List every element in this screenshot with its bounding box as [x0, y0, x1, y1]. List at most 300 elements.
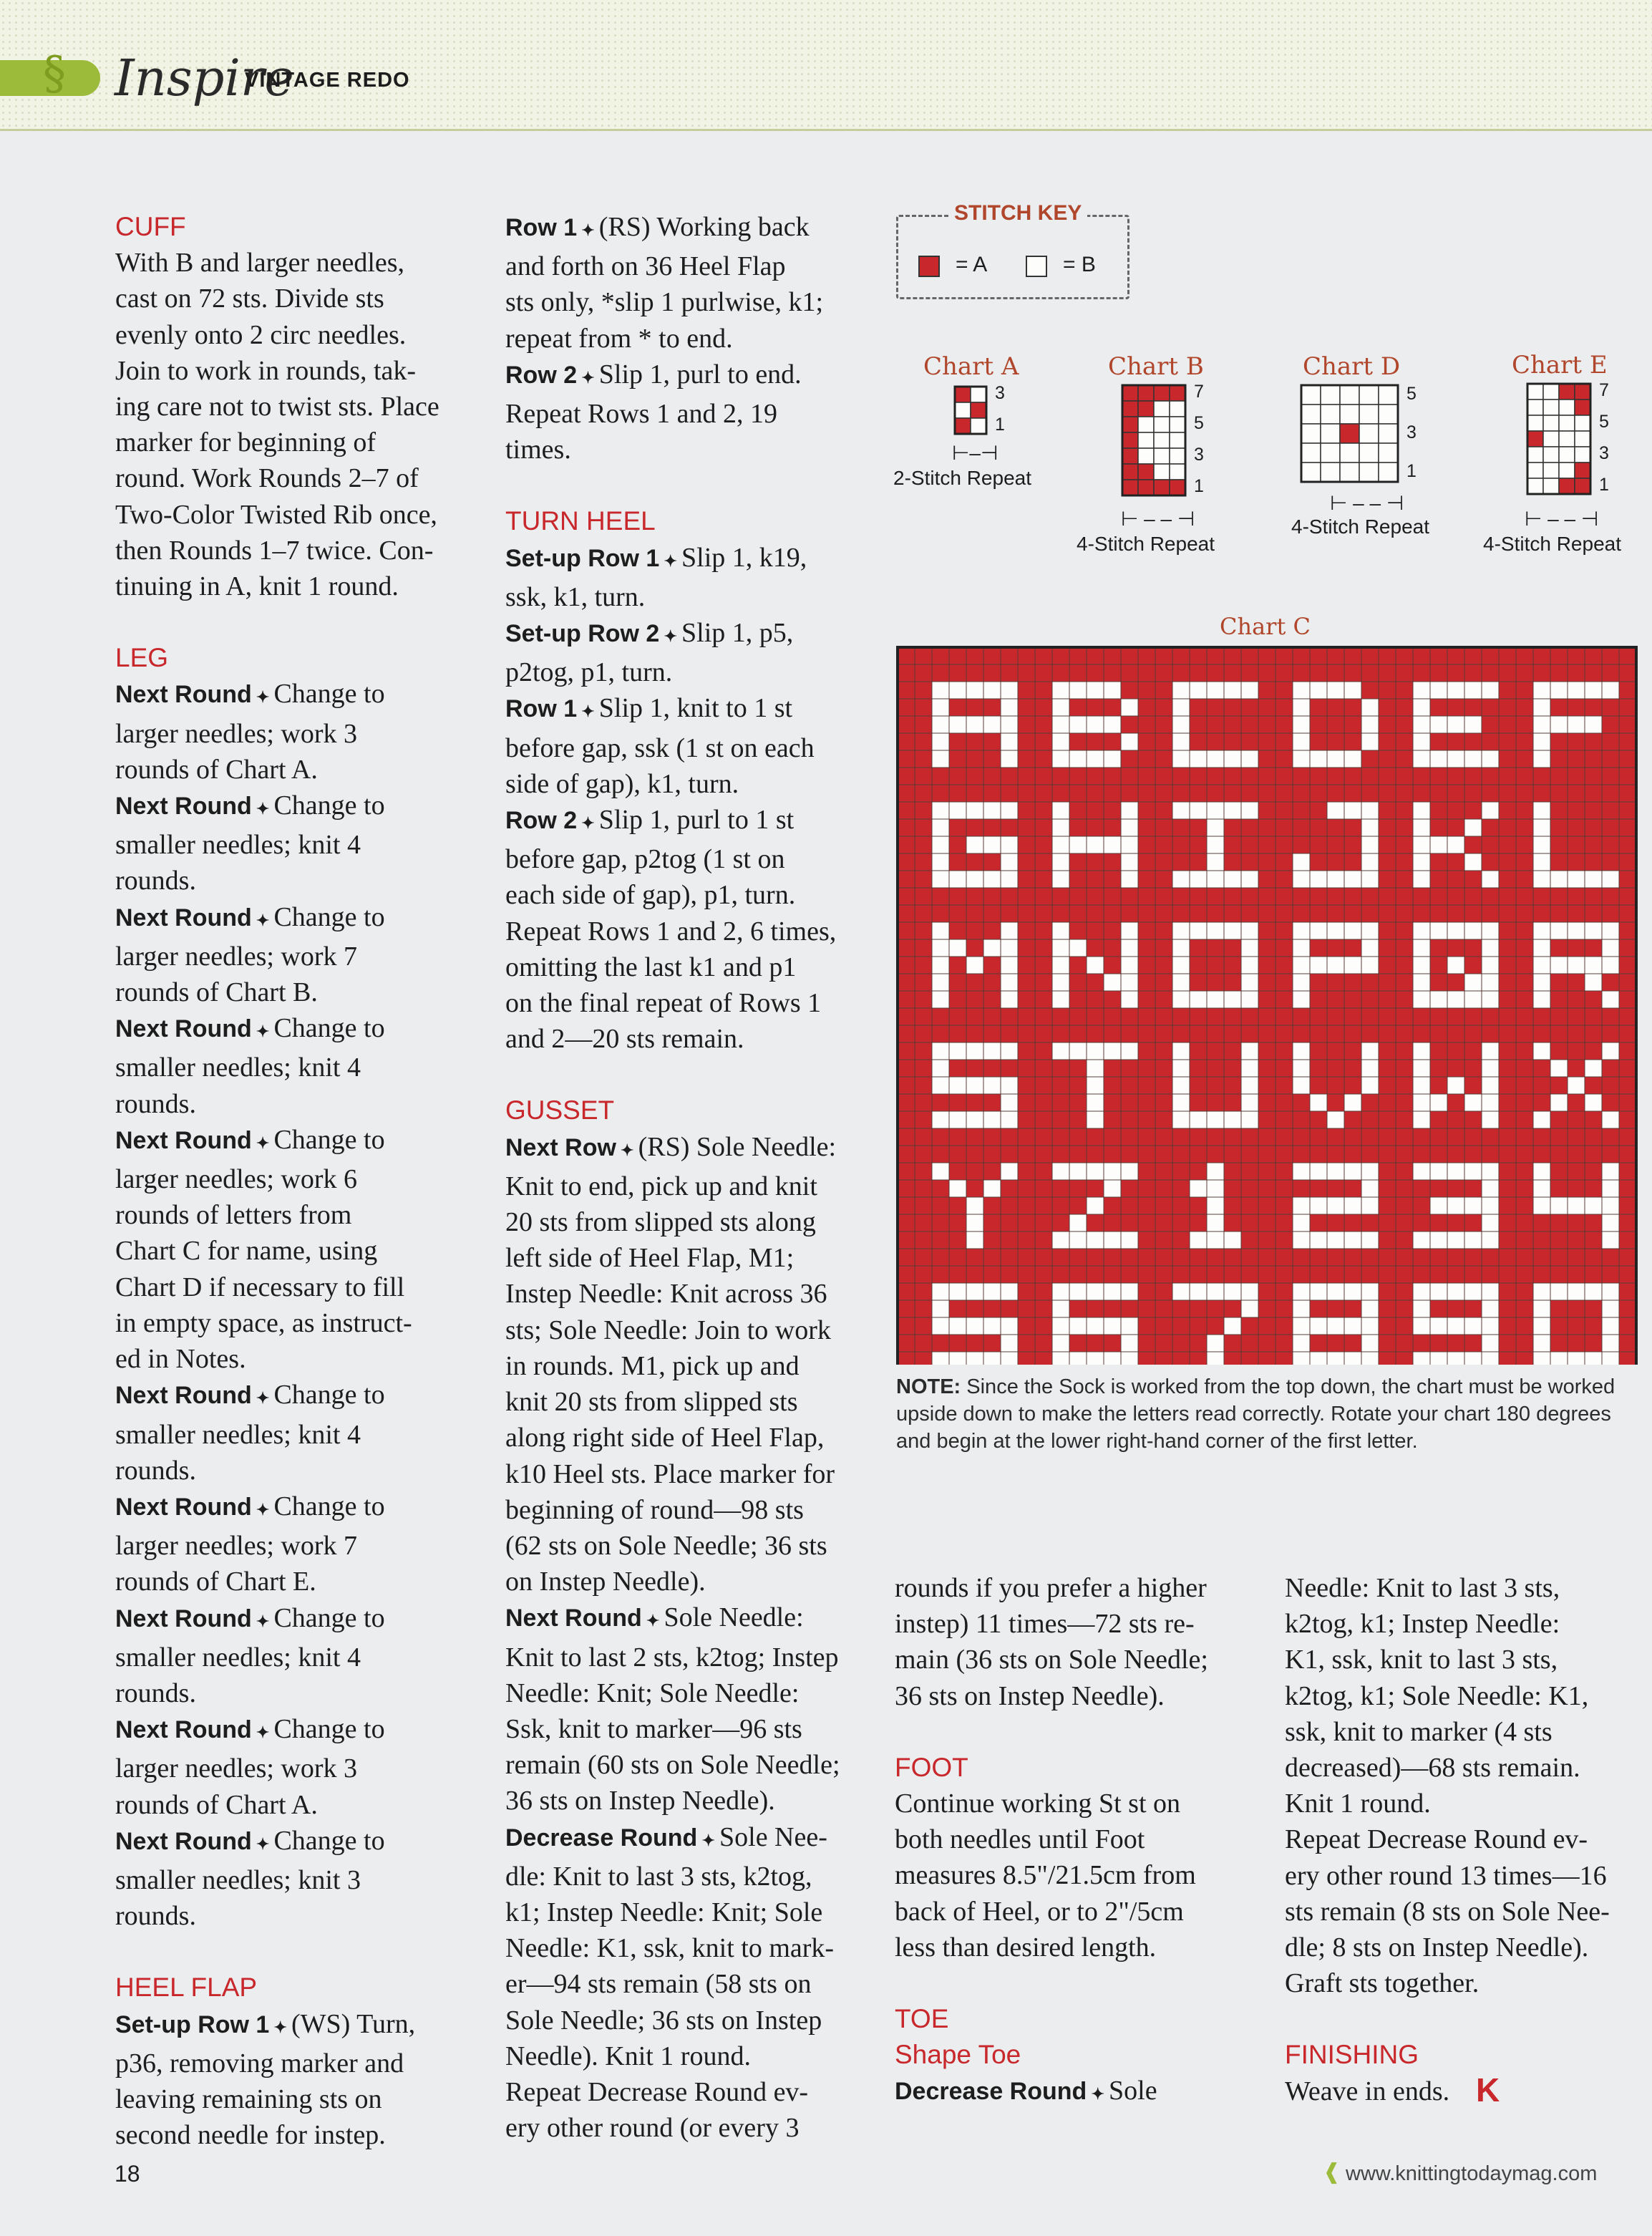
stitch-cell — [1516, 1317, 1533, 1335]
stitch-cell — [1344, 819, 1361, 836]
stitch-cell — [1155, 1008, 1172, 1025]
stitch-cell — [1121, 1231, 1138, 1249]
stitch-cell — [1241, 1042, 1258, 1060]
stitch-cell — [1310, 664, 1327, 682]
stitch-cell — [1224, 664, 1241, 682]
stitch-cell — [1499, 785, 1516, 802]
stitch-cell — [1001, 1180, 1018, 1197]
stitch-cell — [1138, 716, 1155, 733]
stitch-cell — [1430, 974, 1447, 991]
stitch-cell — [1138, 768, 1155, 785]
stitch-cell — [1533, 1163, 1550, 1180]
stitch-cell — [1138, 448, 1154, 464]
stitch-cell — [1361, 922, 1379, 939]
stitch-cell — [966, 1094, 983, 1111]
stitch-cell — [1447, 1214, 1464, 1231]
step-text: Change to — [273, 901, 385, 932]
stitch-cell — [1172, 733, 1190, 750]
stitch-cell — [983, 802, 1001, 819]
stitch-cell — [1361, 1163, 1379, 1180]
stitch-cell — [1550, 1060, 1568, 1077]
stitch-cell — [1361, 1249, 1379, 1266]
stitch-cell — [1482, 1231, 1499, 1249]
stitch-cell — [1018, 957, 1035, 974]
stitch-cell — [949, 647, 966, 664]
stitch-cell — [898, 802, 915, 819]
stitch-cell — [1293, 957, 1310, 974]
stitch-cell — [1224, 974, 1241, 991]
stitch-cell — [898, 1111, 915, 1128]
chart-b-grid — [1121, 384, 1187, 497]
stitch-cell — [949, 1317, 966, 1335]
stitch-cell — [1018, 664, 1035, 682]
text-line: Chart C for name, using — [115, 1236, 378, 1267]
stitch-cell — [966, 1060, 983, 1077]
stitch-cell — [1276, 1008, 1293, 1025]
text-line: dle; 8 sts on Instep Needle). — [1285, 1932, 1589, 1963]
stitch-cell — [1550, 1146, 1568, 1163]
stitch-cell — [1550, 733, 1568, 750]
stitch-cell — [1482, 1060, 1499, 1077]
stitch-cell — [1276, 939, 1293, 957]
stitch-cell — [1430, 1042, 1447, 1060]
stitch-cell — [1104, 647, 1121, 664]
stitch-cell — [1568, 1231, 1585, 1249]
stitch-cell — [1340, 463, 1359, 482]
stitch-cell — [966, 1197, 983, 1214]
chart-e-title: Chart E — [1512, 351, 1608, 379]
stitch-cell — [1190, 750, 1207, 768]
stitch-cell — [1121, 1128, 1138, 1146]
stitch-cell — [1155, 991, 1172, 1008]
stitch-cell — [1396, 733, 1413, 750]
stitch-cell — [1619, 939, 1636, 957]
stitch-cell — [932, 922, 949, 939]
diamond-icon: ✦ — [251, 1389, 274, 1408]
stitch-cell — [1327, 785, 1344, 802]
stitch-cell — [1550, 853, 1568, 871]
stitch-cell — [1087, 905, 1104, 922]
stitch-cell — [1413, 974, 1430, 991]
stitch-cell — [1018, 1214, 1035, 1231]
stitch-cell — [1018, 1025, 1035, 1042]
stitch-cell — [1619, 836, 1636, 853]
stitch-cell — [915, 1180, 932, 1197]
stitch-cell — [1619, 1231, 1636, 1249]
stitch-cell — [1121, 699, 1138, 716]
stitch-cell — [1207, 905, 1224, 922]
stitch-cell — [1413, 1111, 1430, 1128]
stitch-cell — [1527, 400, 1543, 415]
stitch-cell — [1276, 1197, 1293, 1214]
stitch-cell — [1327, 888, 1344, 905]
stitch-cell — [1361, 1231, 1379, 1249]
diamond-icon: ✦ — [251, 1834, 274, 1853]
stitch-cell — [1035, 1300, 1052, 1317]
stitch-cell — [1121, 905, 1138, 922]
stitch-cell — [1018, 1317, 1035, 1335]
stitch-cell — [1482, 750, 1499, 768]
stitch-cell — [1396, 1197, 1413, 1214]
stitch-cell — [1533, 939, 1550, 957]
stitch-cell — [1499, 1060, 1516, 1077]
footer-url[interactable]: www.knittingtodaymag.com — [1346, 2162, 1598, 2185]
stitch-cell — [1533, 1214, 1550, 1231]
stitch-cell — [1344, 1077, 1361, 1094]
stitch-cell — [1035, 836, 1052, 853]
stitch-cell — [1087, 647, 1104, 664]
stitch-cell — [1430, 1214, 1447, 1231]
stitch-cell — [1396, 853, 1413, 871]
stitch-cell — [1568, 1317, 1585, 1335]
stitch-cell — [1104, 853, 1121, 871]
step-text: Slip 1, k19, — [681, 542, 807, 573]
step-label: Set-up Row 1 — [115, 2010, 270, 2038]
instruction-line — [505, 209, 878, 248]
stitch-cell — [1172, 939, 1190, 957]
stitch-cell — [1585, 750, 1602, 768]
stitch-cell — [1138, 1111, 1155, 1128]
stitch-cell — [1482, 716, 1499, 733]
stitch-cell — [1533, 785, 1550, 802]
stitch-cell — [966, 1163, 983, 1180]
stitch-cell — [1001, 1146, 1018, 1163]
stitch-cell — [1258, 699, 1276, 716]
stitch-cell — [915, 768, 932, 785]
stitch-cell — [1550, 974, 1568, 991]
stitch-cell — [1121, 1214, 1138, 1231]
stitch-cell — [1104, 768, 1121, 785]
text-line: larger needles; work 7 — [115, 941, 358, 972]
stitch-cell — [1447, 1146, 1464, 1163]
stitch-cell — [1052, 785, 1069, 802]
stitch-cell — [966, 750, 983, 768]
stitch-cell — [1241, 647, 1258, 664]
stitch-cell — [1482, 922, 1499, 939]
stitch-cell — [1550, 1231, 1568, 1249]
stitch-cell — [1464, 905, 1482, 922]
stitch-cell — [1327, 836, 1344, 853]
stitch-cell — [1087, 802, 1104, 819]
stitch-cell — [1087, 750, 1104, 768]
stitch-cell — [1619, 1008, 1636, 1025]
text-line: k2tog, k1; Instep Needle: — [1285, 1609, 1560, 1640]
stitch-cell — [1241, 664, 1258, 682]
stitch-cell — [1585, 1283, 1602, 1300]
stitch-cell — [1464, 888, 1482, 905]
stitch-cell — [1172, 1128, 1190, 1146]
stitch-cell — [1172, 1317, 1190, 1335]
stitch-cell — [1207, 1352, 1224, 1365]
stitch-cell — [1258, 922, 1276, 939]
stitch-cell — [1104, 682, 1121, 699]
stitch-cell — [1276, 1214, 1293, 1231]
stitch-cell — [1035, 1146, 1052, 1163]
stitch-cell — [1585, 974, 1602, 991]
stitch-cell — [1293, 1231, 1310, 1249]
stitch-cell — [1619, 853, 1636, 871]
stitch-cell — [1619, 802, 1636, 819]
stitch-cell — [1224, 647, 1241, 664]
stitch-cell — [1361, 1197, 1379, 1214]
stitch-cell — [1301, 424, 1321, 443]
stitch-cell — [1344, 1042, 1361, 1060]
stitch-cell — [1104, 1249, 1121, 1266]
stitch-cell — [949, 1197, 966, 1214]
stitch-cell — [1602, 853, 1619, 871]
stitch-cell — [932, 1128, 949, 1146]
stitch-cell — [1190, 939, 1207, 957]
stitch-cell — [1138, 480, 1154, 495]
stitch-cell — [1104, 1163, 1121, 1180]
stitch-cell — [1258, 991, 1276, 1008]
stitch-cell — [949, 1266, 966, 1283]
chart-a-title: Chart A — [923, 352, 1019, 381]
stitch-cell — [1499, 682, 1516, 699]
stitch-cell — [1276, 905, 1293, 922]
stitch-cell — [955, 402, 971, 418]
stitch-cell — [1413, 1060, 1430, 1077]
stitch-cell — [1344, 1111, 1361, 1128]
stitch-cell — [1550, 905, 1568, 922]
text-line: Knit to end, pick up and knit — [505, 1171, 817, 1201]
stitch-cell — [1344, 1352, 1361, 1365]
stitch-cell — [1224, 905, 1241, 922]
stitch-cell — [1241, 888, 1258, 905]
stitch-cell — [1224, 1231, 1241, 1249]
stitch-cell — [898, 819, 915, 836]
text-line: each side of gap), p1, turn. — [505, 880, 796, 911]
stitch-cell — [1430, 1249, 1447, 1266]
stitch-cell — [1550, 836, 1568, 853]
stitch-cell — [1190, 1317, 1207, 1335]
stitch-cell — [1293, 974, 1310, 991]
text-line: larger needles; work 7 — [115, 1531, 358, 1562]
stitch-cell — [1087, 957, 1104, 974]
stitch-cell — [949, 664, 966, 682]
stitch-cell — [1241, 1060, 1258, 1077]
stitch-cell — [1104, 1042, 1121, 1060]
stitch-cell — [898, 733, 915, 750]
stitch-cell — [1516, 819, 1533, 836]
stitch-cell — [1396, 1249, 1413, 1266]
stitch-cell — [1155, 1300, 1172, 1317]
stitch-cell — [1154, 464, 1170, 480]
stitch-cell — [1241, 785, 1258, 802]
stitch-cell — [1482, 1283, 1499, 1300]
stitch-cell — [1550, 802, 1568, 819]
stitch-cell — [1069, 1249, 1087, 1266]
text-line: ing care not to twist sts. Place — [115, 392, 439, 422]
stitch-cell — [932, 871, 949, 888]
stitch-cell — [1327, 1266, 1344, 1283]
stitch-cell — [898, 699, 915, 716]
row-number: 7 — [1194, 382, 1204, 402]
chart-e-grid — [1526, 382, 1592, 495]
stitch-cell — [1207, 647, 1224, 664]
instruction-line — [115, 1010, 473, 1050]
stitch-cell — [1516, 1008, 1533, 1025]
stitch-cell — [1464, 1077, 1482, 1094]
stitch-cell — [1550, 1008, 1568, 1025]
stitch-cell — [1499, 802, 1516, 819]
stitch-cell — [1224, 1300, 1241, 1317]
stitch-cell — [1361, 1283, 1379, 1300]
stitch-key-b-swatch — [1026, 256, 1047, 277]
stitch-cell — [1482, 699, 1499, 716]
stitch-cell — [1430, 1317, 1447, 1335]
stitch-cell — [1207, 1231, 1224, 1249]
stitch-cell — [1224, 1317, 1241, 1335]
stitch-cell — [1155, 733, 1172, 750]
stitch-cell — [932, 716, 949, 733]
stitch-cell — [1052, 1025, 1069, 1042]
stitch-cell — [983, 974, 1001, 991]
stitch-cell — [1447, 733, 1464, 750]
stitch-cell — [1241, 1335, 1258, 1352]
stitch-cell — [1568, 768, 1585, 785]
stitch-cell — [1104, 905, 1121, 922]
stitch-cell — [1550, 1214, 1568, 1231]
text-line: side of gap), k1, turn. — [505, 768, 739, 799]
stitch-cell — [1430, 991, 1447, 1008]
stitch-cell — [1087, 888, 1104, 905]
stitch-cell — [1344, 1025, 1361, 1042]
stitch-cell — [1001, 1128, 1018, 1146]
stitch-cell — [1516, 836, 1533, 853]
stitch-cell — [1258, 664, 1276, 682]
stitch-cell — [1001, 1025, 1018, 1042]
stitch-cell — [1170, 480, 1185, 495]
stitch-cell — [949, 922, 966, 939]
stitch-cell — [932, 785, 949, 802]
stitch-cell — [1413, 1163, 1430, 1180]
stitch-cell — [1430, 871, 1447, 888]
stitch-cell — [1602, 836, 1619, 853]
stitch-cell — [1602, 1094, 1619, 1111]
stitch-cell — [1447, 957, 1464, 974]
stitch-cell — [1258, 1249, 1276, 1266]
stitch-cell — [1464, 922, 1482, 939]
stitch-cell — [983, 1231, 1001, 1249]
stitch-cell — [1241, 974, 1258, 991]
chart-d-repeat: 4-Stitch Repeat — [1291, 516, 1429, 538]
stitch-cell — [1241, 1214, 1258, 1231]
stitch-cell — [949, 974, 966, 991]
stitch-cell — [1602, 991, 1619, 1008]
stitch-cell — [1310, 1094, 1327, 1111]
stitch-cell — [1035, 1077, 1052, 1094]
stitch-cell — [1018, 1249, 1035, 1266]
stitch-cell — [1104, 716, 1121, 733]
stitch-cell — [1568, 716, 1585, 733]
stitch-cell — [1207, 699, 1224, 716]
stitch-cell — [1241, 1128, 1258, 1146]
stitch-cell — [1602, 1008, 1619, 1025]
stitch-cell — [1001, 905, 1018, 922]
stitch-cell — [949, 699, 966, 716]
stitch-cell — [1122, 385, 1138, 401]
stitch-cell — [1190, 716, 1207, 733]
stitch-cell — [1568, 1077, 1585, 1094]
stitch-cell — [1379, 1352, 1396, 1365]
stitch-cell — [1018, 836, 1035, 853]
chart-e-repeat-bracket: ⊢ – – ⊣ — [1525, 508, 1599, 530]
step-label: Next Round — [115, 681, 252, 709]
stitch-cell — [1052, 1111, 1069, 1128]
stitch-cell — [1344, 905, 1361, 922]
stitch-cell — [1172, 750, 1190, 768]
stitch-cell — [1619, 991, 1636, 1008]
stitch-cell — [1258, 836, 1276, 853]
stitch-cell — [1121, 1008, 1138, 1025]
stitch-cell — [1258, 939, 1276, 957]
stitch-cell — [1550, 939, 1568, 957]
stitch-cell — [1154, 480, 1170, 495]
stitch-cell — [1482, 957, 1499, 974]
stitch-cell — [1207, 1180, 1224, 1197]
stitch-cell — [1413, 647, 1430, 664]
stitch-cell — [1276, 1335, 1293, 1352]
stitch-cell — [915, 1077, 932, 1094]
stitch-cell — [1018, 647, 1035, 664]
stitch-cell — [932, 1042, 949, 1060]
stitch-cell — [1379, 974, 1396, 991]
stitch-cell — [898, 1300, 915, 1317]
stitch-cell — [1207, 785, 1224, 802]
stitch-cell — [1293, 939, 1310, 957]
stitch-cell — [1207, 871, 1224, 888]
instruction-line — [115, 899, 473, 939]
stitch-cell — [1241, 1025, 1258, 1042]
stitch-cell — [1293, 1214, 1310, 1231]
stitch-cell — [1155, 922, 1172, 939]
stitch-cell — [1138, 1042, 1155, 1060]
stitch-cell — [915, 733, 932, 750]
stitch-cell — [1602, 974, 1619, 991]
stitch-cell — [1344, 1283, 1361, 1300]
stitch-cell — [1482, 974, 1499, 991]
stitch-cell — [1379, 785, 1396, 802]
stitch-cell — [1464, 647, 1482, 664]
stitch-cell — [1258, 819, 1276, 836]
text-line: Instep Needle: Knit across 36 — [505, 1279, 827, 1310]
stitch-cell — [1543, 463, 1559, 478]
stitch-cell — [932, 664, 949, 682]
stitch-cell — [1172, 664, 1190, 682]
stitch-cell — [1344, 733, 1361, 750]
stitch-cell — [1172, 1025, 1190, 1042]
stitch-cell — [1361, 939, 1379, 957]
stitch-cell — [1052, 1163, 1069, 1180]
stitch-cell — [1602, 1180, 1619, 1197]
stitch-cell — [1516, 733, 1533, 750]
stitch-cell — [1396, 871, 1413, 888]
stitch-cell — [1533, 1128, 1550, 1146]
stitch-cell — [966, 1077, 983, 1094]
stitch-cell — [1155, 1214, 1172, 1231]
stitch-cell — [1155, 1197, 1172, 1214]
stitch-cell — [1224, 1128, 1241, 1146]
stitch-cell — [1310, 1163, 1327, 1180]
stitch-cell — [1121, 957, 1138, 974]
stitch-cell — [1543, 478, 1559, 494]
stitch-cell — [1052, 1146, 1069, 1163]
stitch-cell — [966, 1231, 983, 1249]
stitch-cell — [1575, 478, 1590, 494]
stitch-cell — [1619, 1128, 1636, 1146]
chart-c — [895, 644, 1639, 1368]
